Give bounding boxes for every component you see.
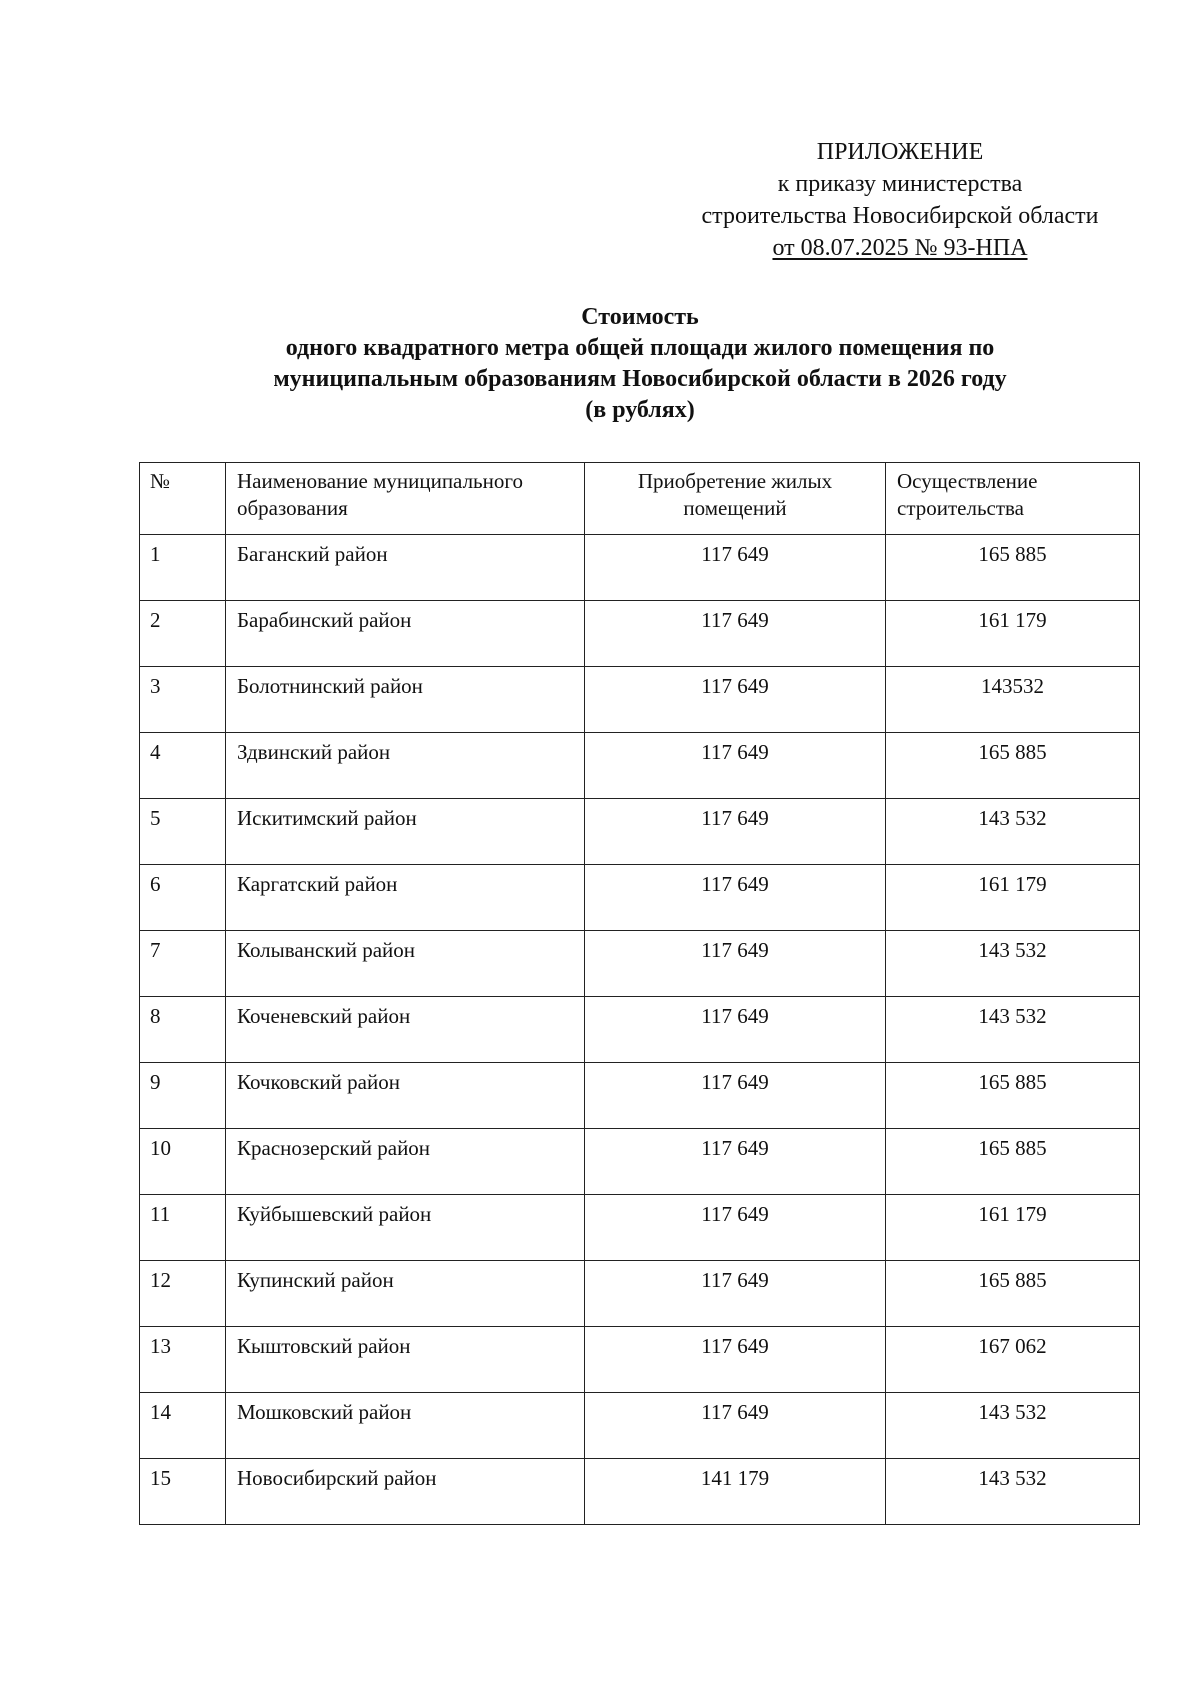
row-purchase-cost: 117 649 [585, 931, 886, 997]
header-name-line1: Наименование муниципального [237, 469, 523, 493]
row-number: 9 [140, 1063, 226, 1129]
header-construction-line1: Осуществление [897, 469, 1038, 493]
table-row [140, 733, 1140, 799]
row-municipality: Кочковский район [226, 1063, 585, 1129]
table-row [140, 667, 1140, 733]
header-name [226, 463, 585, 535]
appendix-heading: ПРИЛОЖЕНИЕ [816, 139, 984, 165]
title-line-3: муниципальным образованиям Новосибирской области в 2026 году [273, 366, 1007, 392]
row-purchase-cost: 117 649 [585, 1393, 886, 1459]
header-name-line2: образования [237, 496, 348, 520]
table-body [140, 535, 1140, 1525]
row-municipality: Новосибирский район [226, 1459, 585, 1525]
row-purchase-cost: 117 649 [585, 535, 886, 601]
table-row [140, 997, 1140, 1063]
header-purchase [585, 463, 886, 535]
row-purchase-cost: 117 649 [585, 1063, 886, 1129]
table-row [140, 601, 1140, 667]
header-construction-line2: строительства [897, 496, 1025, 520]
row-number: 13 [140, 1327, 226, 1393]
row-number: 10 [140, 1129, 226, 1195]
header-construction [886, 463, 1140, 535]
row-number: 2 [140, 601, 226, 667]
table-row [140, 931, 1140, 997]
row-purchase-cost: 117 649 [585, 997, 886, 1063]
row-number: 12 [140, 1261, 226, 1327]
table-row [140, 865, 1140, 931]
row-construction-cost: 143 532 [886, 799, 1140, 865]
price-table [139, 462, 1140, 1525]
row-number: 6 [140, 865, 226, 931]
row-construction-cost: 161 179 [886, 1195, 1140, 1261]
row-municipality: Купинский район [226, 1261, 585, 1327]
row-purchase-cost: 117 649 [585, 601, 886, 667]
row-construction-cost: 143 532 [886, 1393, 1140, 1459]
row-purchase-cost: 117 649 [585, 799, 886, 865]
header-row [140, 463, 1140, 535]
row-number: 14 [140, 1393, 226, 1459]
appendix-order-line: к приказу министерства [777, 171, 1023, 197]
row-purchase-cost: 117 649 [585, 1129, 886, 1195]
table-row [140, 1261, 1140, 1327]
row-purchase-cost: 117 649 [585, 1261, 886, 1327]
row-municipality: Каргатский район [226, 865, 585, 931]
table-row [140, 1459, 1140, 1525]
row-number: 4 [140, 733, 226, 799]
row-construction-cost: 165 885 [886, 1063, 1140, 1129]
row-purchase-cost: 117 649 [585, 667, 886, 733]
table-row [140, 1327, 1140, 1393]
row-number: 8 [140, 997, 226, 1063]
row-construction-cost: 165 885 [886, 1129, 1140, 1195]
row-purchase-cost: 117 649 [585, 1327, 886, 1393]
row-construction-cost: 143 532 [886, 931, 1140, 997]
row-municipality: Коченевский район [226, 997, 585, 1063]
row-construction-cost: 165 885 [886, 535, 1140, 601]
row-municipality: Мошковский район [226, 1393, 585, 1459]
table-row [140, 535, 1140, 601]
header-num: № [140, 463, 226, 535]
row-municipality: Краснозерский район [226, 1129, 585, 1195]
row-municipality: Куйбышевский район [226, 1195, 585, 1261]
row-number: 7 [140, 931, 226, 997]
row-construction-cost: 161 179 [886, 865, 1140, 931]
row-construction-cost: 167 062 [886, 1327, 1140, 1393]
row-number: 15 [140, 1459, 226, 1525]
row-number: 1 [140, 535, 226, 601]
row-construction-cost: 143 532 [886, 997, 1140, 1063]
row-construction-cost: 143 532 [886, 1459, 1140, 1525]
appendix-block [660, 136, 1140, 264]
appendix-date-number: от 08.07.2025 № 93-НПА [772, 235, 1028, 261]
table-row [140, 1063, 1140, 1129]
title-line-2: одного квадратного метра общей площади жилого помещения по [285, 335, 995, 361]
row-purchase-cost: 117 649 [585, 865, 886, 931]
row-municipality: Болотнинский район [226, 667, 585, 733]
row-municipality: Искитимский район [226, 799, 585, 865]
title-line-4: (в рублях) [585, 397, 695, 423]
row-number: 11 [140, 1195, 226, 1261]
row-number: 5 [140, 799, 226, 865]
row-construction-cost: 165 885 [886, 1261, 1140, 1327]
title-line-1: Стоимость [581, 304, 699, 330]
row-construction-cost: 161 179 [886, 601, 1140, 667]
row-construction-cost: 143532 [886, 667, 1140, 733]
row-municipality: Барабинский район [226, 601, 585, 667]
table-header [140, 463, 1140, 535]
appendix-ministry-line: строительства Новосибирской области [701, 203, 1099, 229]
row-purchase-cost: 117 649 [585, 1195, 886, 1261]
row-purchase-cost: 141 179 [585, 1459, 886, 1525]
table-row [140, 1129, 1140, 1195]
table-row [140, 1195, 1140, 1261]
row-municipality: Колыванский район [226, 931, 585, 997]
row-municipality: Баганский район [226, 535, 585, 601]
row-purchase-cost: 117 649 [585, 733, 886, 799]
table-row [140, 799, 1140, 865]
table-row [140, 1393, 1140, 1459]
header-purchase-line2: помещений [683, 496, 787, 520]
row-number: 3 [140, 667, 226, 733]
row-municipality: Здвинский район [226, 733, 585, 799]
document-title [140, 302, 1140, 426]
header-purchase-line1: Приобретение жилых [637, 469, 833, 493]
row-construction-cost: 165 885 [886, 733, 1140, 799]
row-municipality: Кыштовский район [226, 1327, 585, 1393]
